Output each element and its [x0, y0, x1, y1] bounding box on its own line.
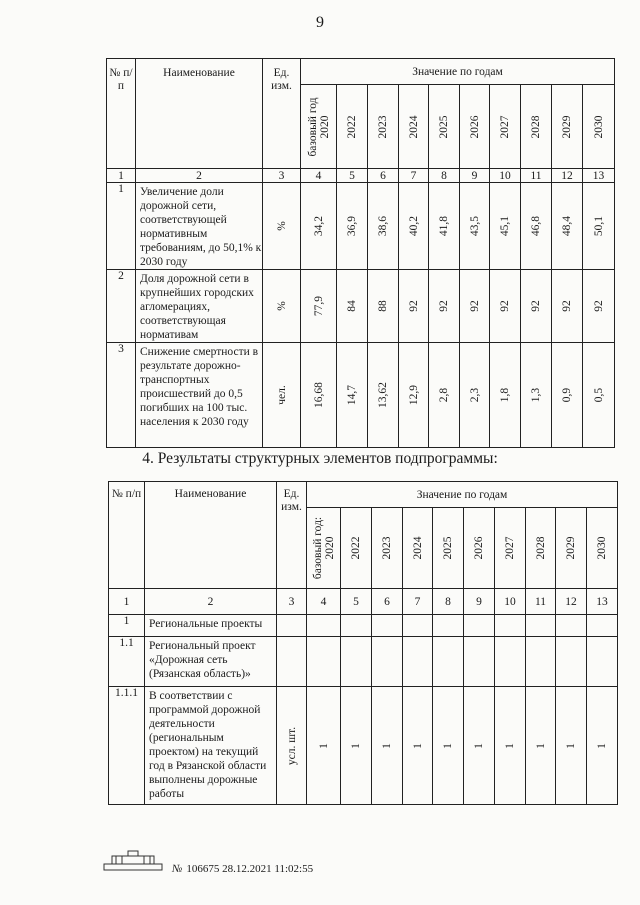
row-value: 1 — [464, 687, 495, 805]
row-value — [433, 637, 464, 687]
row-value: 50,1 — [583, 183, 615, 270]
column-index: 7 — [399, 169, 429, 183]
row-value: 84 — [337, 270, 368, 343]
row-value: 34,2 — [301, 183, 337, 270]
header-year: 2030 — [583, 85, 615, 169]
header-year: 2027 — [495, 508, 526, 589]
row-value: 92 — [429, 270, 460, 343]
row-name: Снижение смертности в результате дорожно-транспортных происшествий до 0,5 погибших на 100 тыс. населения к 2030 году — [136, 343, 263, 448]
row-value — [341, 615, 372, 637]
row-value: 88 — [368, 270, 399, 343]
table-row — [107, 183, 615, 270]
row-value: 48,4 — [552, 183, 583, 270]
row-num: 1 — [109, 615, 145, 637]
row-value — [464, 615, 495, 637]
row-value — [403, 637, 433, 687]
row-value — [587, 637, 618, 687]
row-value: 46,8 — [521, 183, 552, 270]
header-year: 2026 — [460, 85, 490, 169]
header-name: Наименование — [145, 482, 277, 589]
header-year: 2028 — [521, 85, 552, 169]
header-year: базовый год: 2020 — [307, 508, 341, 589]
section-title: 4. Результаты структурных элементов подпрограммы: — [142, 450, 498, 467]
row-value — [587, 615, 618, 637]
row-name: Увеличение доли дорожной сети, соответствующей нормативным требованиям, до 50,1% к 2030 году — [136, 183, 263, 270]
row-value — [556, 637, 587, 687]
table-row — [107, 343, 615, 448]
column-index: 13 — [583, 169, 615, 183]
header-year: 2026 — [464, 508, 495, 589]
row-value: 92 — [460, 270, 490, 343]
row-num: 1.1 — [109, 637, 145, 687]
header-num: № п/п — [107, 59, 136, 169]
row-value: 1 — [556, 687, 587, 805]
column-index: 6 — [372, 589, 403, 615]
header-year: 2024 — [399, 85, 429, 169]
header-unit: Ед. изм. — [263, 59, 301, 169]
row-value: 1 — [372, 687, 403, 805]
header-year: 2028 — [526, 508, 556, 589]
row-value: 12,9 — [399, 343, 429, 448]
row-value: 16,68 — [301, 343, 337, 448]
header-name: Наименование — [136, 59, 263, 169]
row-value: 1 — [403, 687, 433, 805]
column-index: 3 — [277, 589, 307, 615]
header-values-by-year: Значение по годам — [301, 59, 615, 85]
column-index: 4 — [307, 589, 341, 615]
header-year: 2025 — [429, 85, 460, 169]
table-row — [107, 270, 615, 343]
row-value: 0,5 — [583, 343, 615, 448]
header-year: 2022 — [341, 508, 372, 589]
column-index: 13 — [587, 589, 618, 615]
header-year: 2030 — [587, 508, 618, 589]
row-value — [341, 637, 372, 687]
row-value — [372, 615, 403, 637]
column-index: 1 — [109, 589, 145, 615]
row-value: 45,1 — [490, 183, 521, 270]
page-number: 9 — [316, 14, 324, 31]
row-unit — [277, 637, 307, 687]
row-num: 3 — [107, 343, 136, 448]
row-value: 1 — [587, 687, 618, 805]
row-value — [464, 637, 495, 687]
row-value: 92 — [399, 270, 429, 343]
header-year: 2025 — [433, 508, 464, 589]
column-index: 12 — [556, 589, 587, 615]
row-value: 38,6 — [368, 183, 399, 270]
table-row — [109, 615, 618, 637]
document-stamp-icon — [102, 850, 164, 872]
row-num: 2 — [107, 270, 136, 343]
row-unit: % — [263, 270, 301, 343]
header-year: 2029 — [556, 508, 587, 589]
column-index: 9 — [460, 169, 490, 183]
row-value: 2,8 — [429, 343, 460, 448]
column-index: 3 — [263, 169, 301, 183]
row-value — [556, 615, 587, 637]
column-index: 8 — [433, 589, 464, 615]
header-year: 2022 — [337, 85, 368, 169]
header-year: базовый год 2020 — [301, 85, 337, 169]
column-index: 2 — [145, 589, 277, 615]
row-value — [403, 615, 433, 637]
row-name: Региональный проект «Дорожная сеть (Рязанская область)» — [145, 637, 277, 687]
column-index: 8 — [429, 169, 460, 183]
row-value: 14,7 — [337, 343, 368, 448]
header-values-by-year: Значение по годам — [307, 482, 618, 508]
row-value: 13,62 — [368, 343, 399, 448]
row-name: Доля дорожной сети в крупнейших городских агломерациях, соответствующая нормативам — [136, 270, 263, 343]
row-value: 92 — [583, 270, 615, 343]
footer-doc-info: № 106675 28.12.2021 11:02:55 — [172, 863, 314, 875]
table-row — [109, 687, 618, 805]
header-unit: Ед. изм. — [277, 482, 307, 589]
row-value: 92 — [490, 270, 521, 343]
row-name: В соответствии с программой дорожной деятельности (региональным проектом) на текущий год в Рязанской области выполнены дорожные работы — [145, 687, 277, 805]
header-year: 2027 — [490, 85, 521, 169]
row-num: 1 — [107, 183, 136, 270]
row-value — [526, 637, 556, 687]
column-index: 9 — [464, 589, 495, 615]
row-unit: усл. шт. — [277, 687, 307, 805]
header-year: 2029 — [552, 85, 583, 169]
row-value — [372, 637, 403, 687]
column-index: 7 — [403, 589, 433, 615]
row-value — [433, 615, 464, 637]
header-year: 2023 — [368, 85, 399, 169]
column-index: 6 — [368, 169, 399, 183]
row-value — [526, 615, 556, 637]
column-index: 2 — [136, 169, 263, 183]
header-year: 2023 — [372, 508, 403, 589]
row-value: 1 — [495, 687, 526, 805]
column-index: 5 — [337, 169, 368, 183]
row-value: 92 — [521, 270, 552, 343]
column-index: 10 — [495, 589, 526, 615]
header-year: 2024 — [403, 508, 433, 589]
column-index: 5 — [341, 589, 372, 615]
column-index: 11 — [521, 169, 552, 183]
header-num: № п/п — [109, 482, 145, 589]
results-table — [108, 481, 618, 805]
column-index: 4 — [301, 169, 337, 183]
row-unit: чел. — [263, 343, 301, 448]
row-value: 36,9 — [337, 183, 368, 270]
column-index: 12 — [552, 169, 583, 183]
row-value: 40,2 — [399, 183, 429, 270]
row-value: 1 — [307, 687, 341, 805]
column-index: 1 — [107, 169, 136, 183]
row-value: 43,5 — [460, 183, 490, 270]
row-num: 1.1.1 — [109, 687, 145, 805]
column-index: 11 — [526, 589, 556, 615]
row-value: 1 — [341, 687, 372, 805]
row-value — [495, 637, 526, 687]
row-value — [495, 615, 526, 637]
row-value: 1,8 — [490, 343, 521, 448]
row-value: 1,3 — [521, 343, 552, 448]
row-name: Региональные проекты — [145, 615, 277, 637]
row-value: 77,9 — [301, 270, 337, 343]
row-unit: % — [263, 183, 301, 270]
row-value: 1 — [526, 687, 556, 805]
table-row — [109, 637, 618, 687]
row-unit — [277, 615, 307, 637]
indicators-table — [106, 58, 615, 448]
row-value: 0,9 — [552, 343, 583, 448]
column-index: 10 — [490, 169, 521, 183]
row-value — [307, 615, 341, 637]
row-value: 92 — [552, 270, 583, 343]
row-value: 41,8 — [429, 183, 460, 270]
row-value: 2,3 — [460, 343, 490, 448]
row-value — [307, 637, 341, 687]
row-value: 1 — [433, 687, 464, 805]
